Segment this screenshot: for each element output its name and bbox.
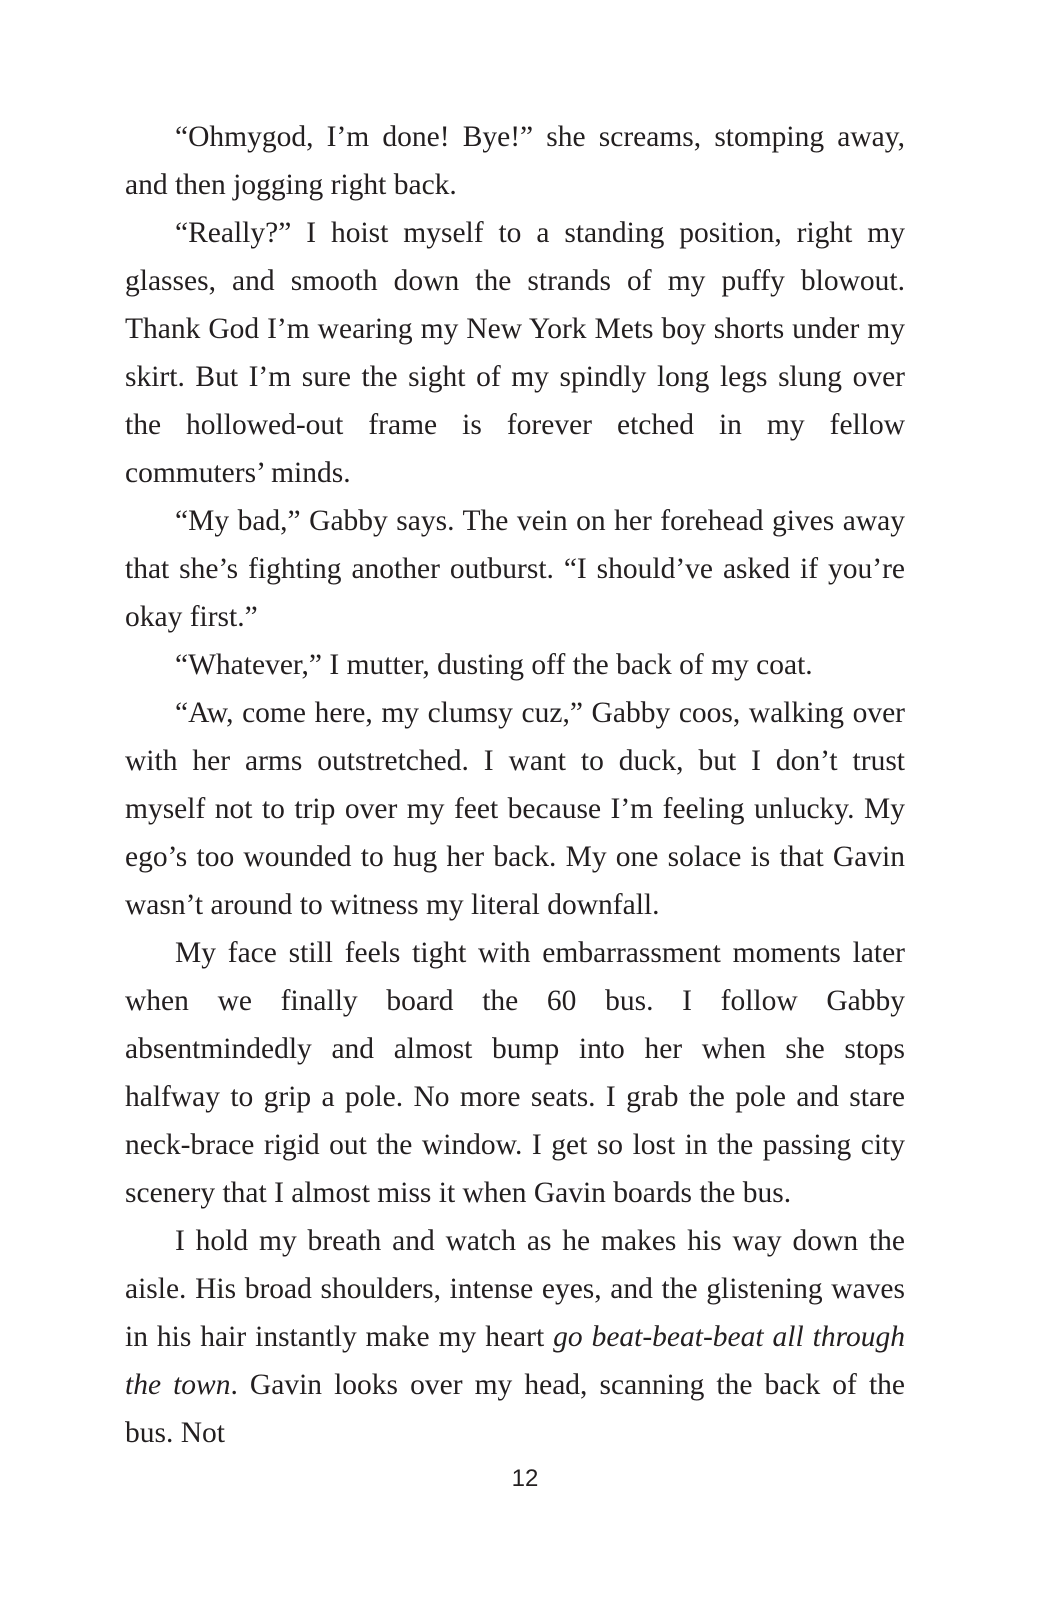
paragraph-text: I hold my breath and watch as he makes his way down the aisle. His broad shoulders, intense eyes, and the glistening waves in his hair instantly make my heart — [125, 1225, 905, 1353]
italic-phrase: go beat-beat-beat all through the town — [125, 1321, 905, 1401]
paragraph — [125, 113, 905, 209]
paragraph-text: My face still feels tight with embarrassment moments later when we finally board the 60 bus. I follow Gabby absentmindedly and almost bump into her when she stops halfway to grip a pole. No more seats. I grab the pole and stare neck-brace rigid out the window. I get so lost in the passing city scenery that I almost miss it when Gavin boards the bus. — [125, 937, 905, 1209]
paragraph — [125, 641, 905, 689]
paragraph-text: “Aw, come here, my clumsy cuz,” Gabby coos, walking over with her arms outstretched. I want to duck, but I don’t trust myself not to trip over my feet because I’m feeling unlucky. My ego’s too wounded to hug her back. My one solace is that Gavin wasn’t around to witness my literal downfall. — [125, 697, 905, 921]
paragraph-text: “Really?” I hoist myself to a standing position, right my glasses, and smooth down the strands of my puffy blowout. Thank God I’m wearing my New York Mets boy shorts under my skirt. But I’m sure the sight of my spindly long legs slung over the hollowed-out frame is forever etched in my fellow commuters’ minds. — [125, 217, 905, 489]
paragraph-text: “Ohmygod, I’m done! Bye!” she screams, stomping away, and then jogging right back. — [125, 121, 905, 201]
paragraph — [125, 1217, 905, 1457]
paragraph-text: . Gavin looks over my head, scanning the back of the bus. Not — [125, 1369, 905, 1449]
paragraph — [125, 689, 905, 929]
body-text — [125, 113, 905, 1457]
paragraph — [125, 209, 905, 497]
paragraph — [125, 497, 905, 641]
paragraph — [125, 929, 905, 1217]
paragraph-text: “My bad,” Gabby says. The vein on her forehead gives away that she’s fighting another outburst. “I should’ve asked if you’re okay first.” — [125, 505, 905, 633]
paragraph-text: “Whatever,” I mutter, dusting off the back of my coat. — [175, 649, 813, 681]
page-number: 12 — [511, 1465, 539, 1492]
